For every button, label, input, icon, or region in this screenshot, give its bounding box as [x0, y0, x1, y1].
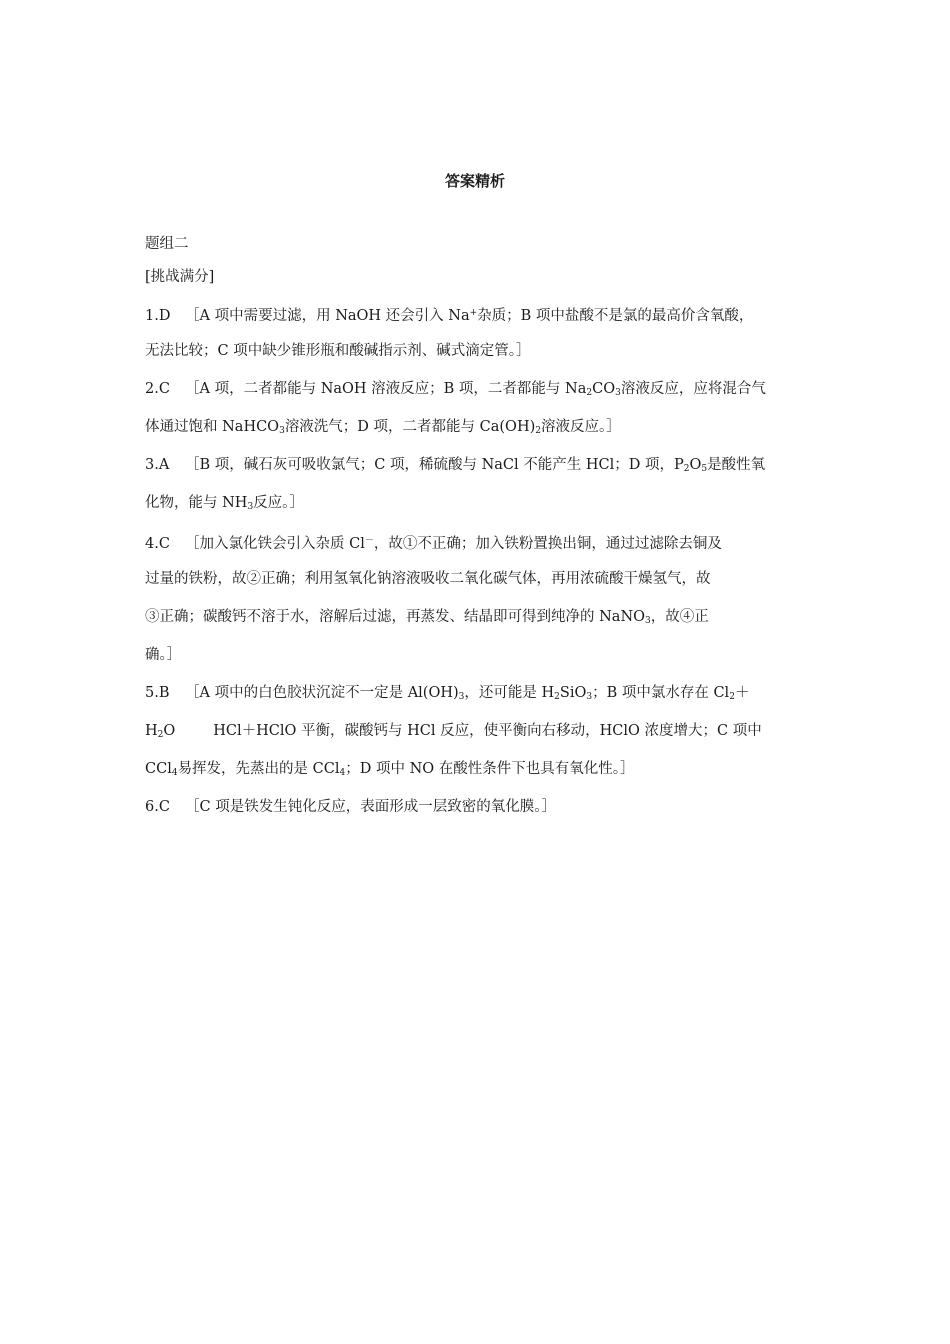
answer-number: 4.C [145, 536, 170, 552]
answer-item-6: 6.C ［C 项是铁发生钝化反应，表面形成一层致密的氧化膜。］ [145, 788, 815, 826]
answer-item-5-cont: $H_2O$ HCl＋HClO 平衡，碳酸钙与 HCl 反应，使平衡向右移动，HClO 浓度增大；C 项中 [145, 723, 762, 740]
section-heading: [挑战满分] [145, 269, 215, 285]
answer-content [145, 228, 815, 826]
answer-item-3-cont: 化物，能与 $NH_3$反应。］ [145, 495, 304, 512]
answer-item-4: 4.C ［加入氯化铁会引入杂质 Cl－，故①不正确；加入铁粉置换出铜，通过过滤除去铜及 [145, 522, 815, 560]
answer-item-1-cont: 无法比较；C 项中缺少锥形瓶和酸碱指示剂、碱式滴定管。］ [145, 343, 531, 359]
answer-item-4-cont: ③正确；碳酸钙不溶于水，溶解后过滤，再蒸发、结晶即可得到纯净的 NaNO$_3$，故④正 [145, 609, 709, 626]
answer-item-5: 5.B ［A 项中的白色胶状沉淀不一定是 $Al(OH)_3$，还可能是 $H_2SiO_3$；B 项中氯水存在 $Cl_2+$ [145, 674, 815, 712]
answer-number: 5.B [145, 685, 170, 701]
page-title: 答案精析 [444, 172, 505, 190]
group-heading: 题组二 [145, 236, 189, 252]
answer-number: 6.C [145, 799, 170, 815]
answer-item-3: 3.A ［B 项，碱石灰可吸收氯气；C 项，稀硫酸与 NaCl 不能产生 HCl；D 项，$P_2O_5$是酸性氧 [145, 446, 815, 484]
answer-item-2: 2.C ［A 项，二者都能与 NaOH 溶液反应；B 项，二者都能与 $Na_2CO_3$溶液反应，应将混合气 [145, 370, 815, 408]
answer-item-2-cont: 体通过饱和 NaHCO$_3$溶液洗气；D 项，二者都能与 $Ca(OH)_2$溶液反应。］ [145, 419, 621, 436]
answer-number: 1.D [145, 308, 171, 324]
answer-item-4-cont: 过量的铁粉，故②正确；利用氢氧化钠溶液吸收二氧化碳气体，再用浓硫酸干燥氢气，故 [145, 571, 711, 587]
answer-number: 3.A [145, 457, 170, 473]
answer-number: 2.C [145, 381, 170, 397]
answer-item-1: 1.D ［A 项中需要过滤，用 NaOH 还会引入 Na+杂质；B 项中盐酸不是氯的最高价含氧酸， [145, 294, 815, 332]
answer-item-4-cont: 确。］ [145, 647, 182, 663]
answer-item-5-cont: CCl$_4$易挥发，先蒸出的是 CCl$_4$；D 项中 NO 在酸性条件下也具有氧化性。］ [145, 761, 635, 778]
